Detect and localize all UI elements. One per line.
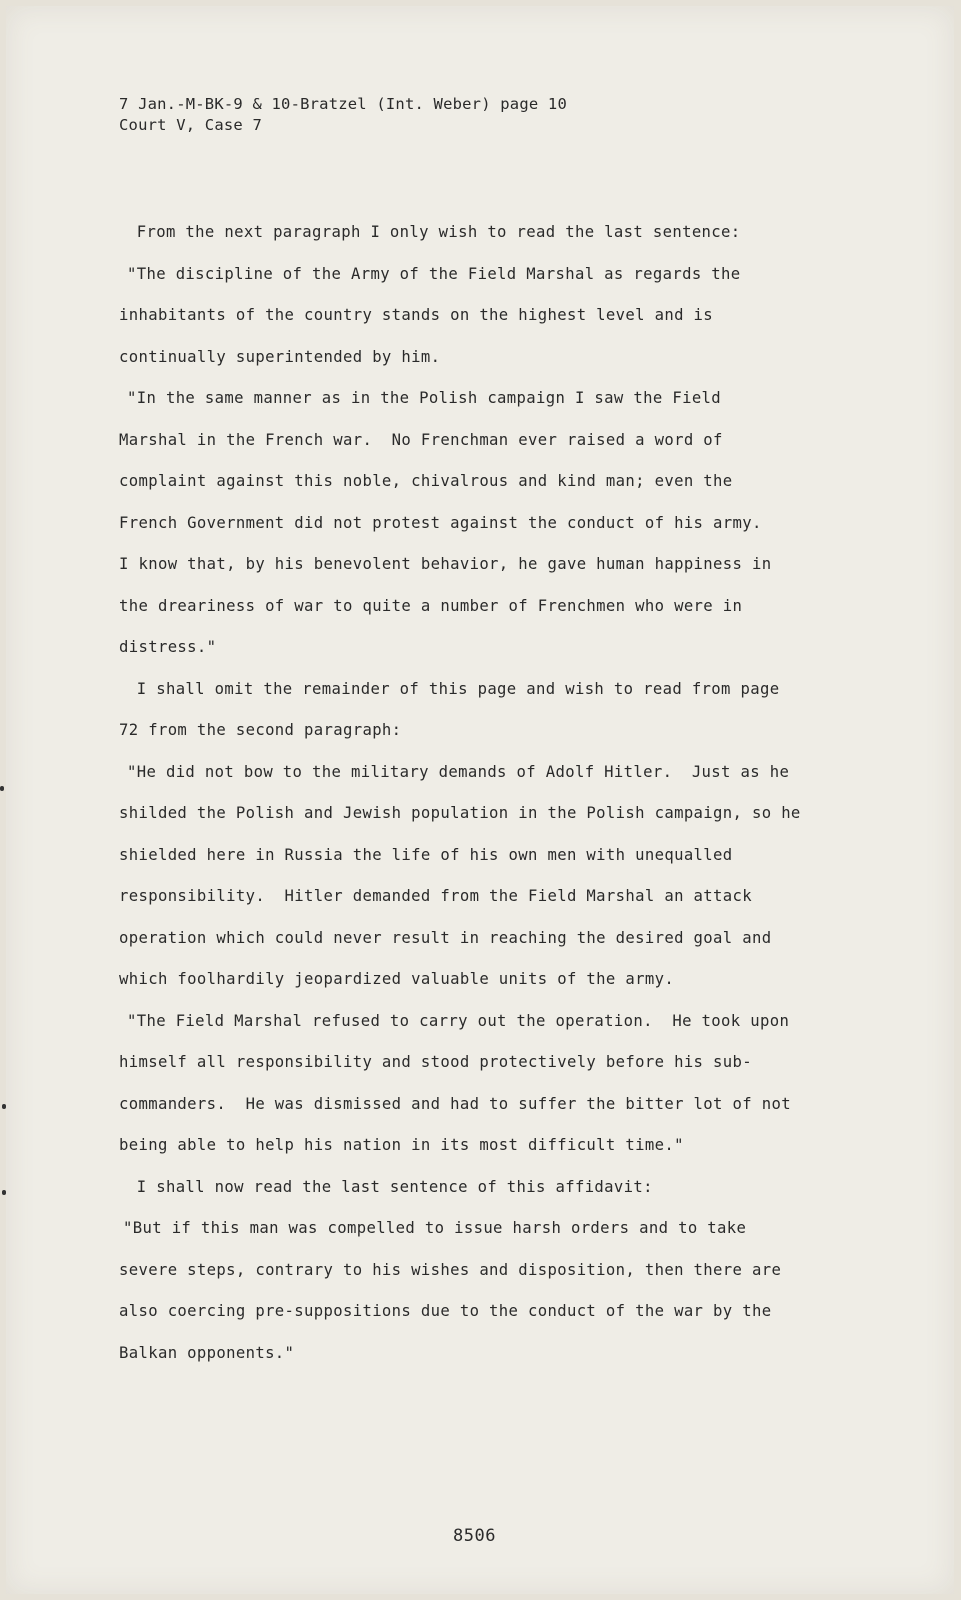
text-line: complaint against this noble, chivalrous and kind man; even the [119, 472, 733, 490]
text-line: responsibility. Hitler demanded from the Field Marshal an attack [119, 887, 752, 905]
text-line: I know that, by his benevolent behavior, he gave human happiness in [119, 555, 772, 573]
text-line: "The Field Marshal refused to carry out the operation. He took upon [127, 1011, 790, 1030]
text-line: also coercing pre-suppositions due to the conduct of the war by the [119, 1302, 772, 1320]
document-header [119, 94, 567, 136]
text-line: "The discipline of the Army of the Field Marshal as regards the [127, 264, 741, 283]
text-line: which foolhardily jeopardized valuable units of the army. [119, 970, 675, 988]
text-line: I shall now read the last sentence of this affidavit: [127, 1177, 653, 1196]
margin-mark [2, 1190, 6, 1195]
document-body [119, 220, 859, 1382]
text-line: "In the same manner as in the Polish campaign I saw the Field [127, 389, 722, 407]
page-number: 8506 [453, 1526, 496, 1546]
text-line: inhabitants of the country stands on the highest level and is [119, 306, 714, 324]
margin-mark [0, 786, 4, 791]
text-line: himself all responsibility and stood protectively before his sub- [119, 1053, 752, 1071]
text-line: continually superintended by him. [119, 347, 441, 366]
header-line-2: Court V, Case 7 [119, 116, 262, 134]
text-line: distress." [119, 638, 217, 656]
text-line: the dreariness of war to quite a number of Frenchmen who were in [119, 596, 743, 615]
text-line: I shall omit the remainder of this page and wish to read from page [127, 679, 780, 698]
margin-mark [2, 1104, 6, 1109]
text-line: French Government did not protest against the conduct of his army. [119, 513, 762, 532]
document-page [6, 6, 954, 1594]
text-line: Balkan opponents." [119, 1343, 295, 1362]
text-line: From the next paragraph I only wish to read the last sentence: [127, 223, 741, 241]
text-line: Marshal in the French war. No Frenchman ever raised a word of [119, 430, 723, 449]
text-line: shilded the Polish and Jewish population in the Polish campaign, so he [119, 804, 801, 822]
header-line-1: 7 Jan.-M-BK-9 & 10-Bratzel (Int. Weber) page 10 [119, 95, 567, 113]
text-line: "He did not bow to the military demands of Adolf Hitler. Just as he [127, 762, 790, 781]
text-line: operation which could never result in reaching the desired goal and [119, 928, 772, 947]
text-line: being able to help his nation in its most difficult time." [119, 1136, 684, 1154]
text-line: severe steps, contrary to his wishes and disposition, then there are [119, 1260, 782, 1279]
text-line: commanders. He was dismissed and had to suffer the bitter lot of not [119, 1094, 791, 1113]
text-line: "But if this man was compelled to issue harsh orders and to take [123, 1219, 747, 1237]
text-line: shielded here in Russia the life of his own men with unequalled [119, 845, 733, 864]
text-line: 72 from the second paragraph: [119, 721, 402, 739]
